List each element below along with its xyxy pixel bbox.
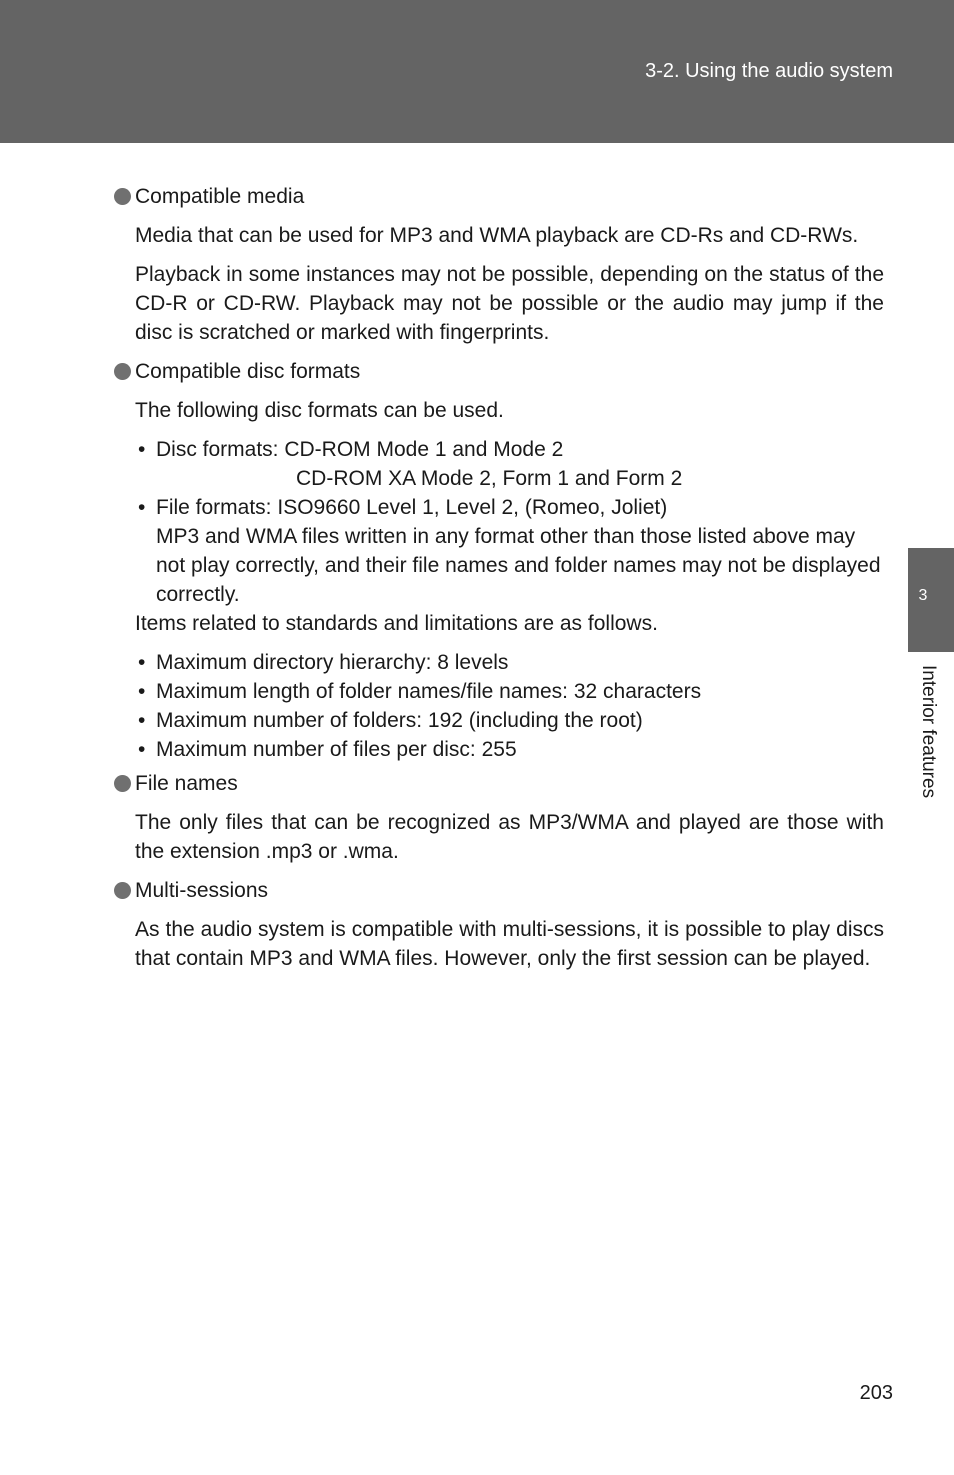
bullet-mark: •	[138, 680, 146, 703]
bullet-mark: •	[138, 438, 146, 461]
circle-bullet-icon	[114, 188, 131, 205]
heading-compatible-disc-formats: Compatible disc formats	[114, 357, 884, 386]
list-item: • File formats: ISO9660 Level 1, Level 2, (Romeo, Joliet) MP3 and WMA files written in any format other than those listed above may not play correctly, and their file names and folder names may not be displayed correctly.	[135, 493, 884, 609]
section-title: 3-2. Using the audio system	[645, 60, 893, 82]
page-content	[114, 182, 884, 973]
list-item: • Maximum number of files per disc: 255	[135, 735, 884, 764]
heading-file-names: File names	[114, 769, 884, 798]
heading-multi-sessions: Multi-sessions	[114, 876, 884, 905]
chapter-tab	[908, 548, 954, 652]
format-list	[135, 435, 884, 609]
paragraph: Playback in some instances may not be possible, depending on the status of the CD-R or CD-RW. Playback may not be possible or the audio may jump if the disc is scratched or marked with fingerprints.	[135, 263, 884, 344]
list-item: • Maximum directory hierarchy: 8 levels	[135, 648, 884, 677]
page-number: 203	[859, 1382, 893, 1404]
paragraph: Items related to standards and limitations are as follows.	[135, 612, 658, 635]
circle-bullet-icon	[114, 363, 131, 380]
bullet-mark: •	[138, 709, 146, 732]
paragraph: As the audio system is compatible with multi-sessions, it is possible to play discs that contain MP3 and WMA files. However, only the first session can be played.	[135, 918, 884, 970]
heading-compatible-media: Compatible media	[114, 182, 884, 211]
paragraph: The following disc formats can be used.	[135, 399, 504, 422]
list-item: • Maximum length of folder names/file names: 32 characters	[135, 677, 884, 706]
paragraph: The only files that can be recognized as MP3/WMA and played are those with the extension .mp3 or .wma.	[135, 811, 884, 863]
circle-bullet-icon	[114, 882, 131, 899]
list-item: • Maximum number of folders: 192 (including the root)	[135, 706, 884, 735]
chapter-number: 3	[918, 587, 928, 604]
list-item: • Disc formats: CD-ROM Mode 1 and Mode 2 CD-ROM XA Mode 2, Form 1 and Form 2	[135, 435, 884, 493]
bullet-mark: •	[138, 738, 146, 761]
limits-list	[135, 648, 884, 764]
bullet-mark: •	[138, 496, 146, 519]
paragraph: Media that can be used for MP3 and WMA playback are CD-Rs and CD-RWs.	[135, 224, 859, 247]
circle-bullet-icon	[114, 775, 131, 792]
bullet-mark: •	[138, 651, 146, 674]
chapter-label: Interior features	[918, 665, 939, 799]
header-band	[0, 0, 954, 143]
